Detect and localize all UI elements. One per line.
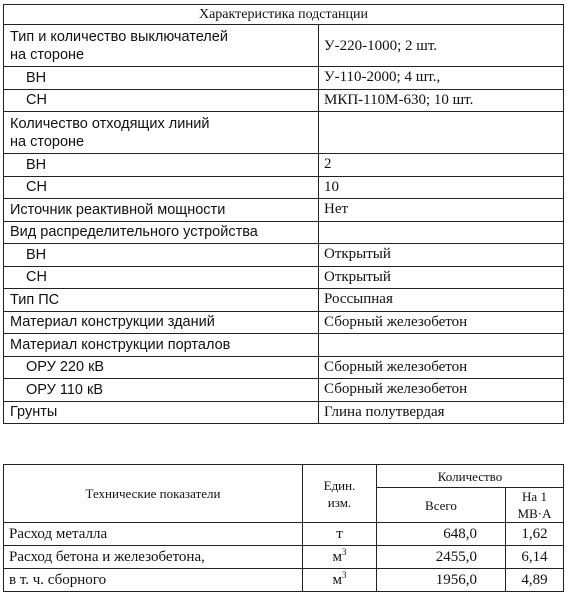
table-row [4, 154, 564, 177]
row-value: Сборный железобетон [319, 311, 564, 334]
row-value: Глина полутвердая [319, 401, 564, 424]
header-row [4, 465, 564, 488]
table-caption: Характеристика подстанции [4, 5, 564, 25]
row-value [319, 112, 564, 154]
row-value: Открытый [319, 244, 564, 267]
row-value [319, 334, 564, 357]
table-row [4, 112, 564, 154]
row-label: Количество отходящих линий на стороне [4, 112, 319, 154]
table-row [4, 176, 564, 199]
row-label: ОРУ 220 кВ [4, 356, 319, 379]
row-label: Грунты [4, 401, 319, 424]
indicator-name: Расход бетона и железобетона, [4, 546, 303, 569]
row-value: Сборный железобетон [319, 379, 564, 402]
table-row [4, 244, 564, 267]
table-row [4, 401, 564, 424]
header-quantity: Количество [377, 465, 564, 488]
row-value: 2 [319, 154, 564, 177]
table-row [4, 221, 564, 244]
row-label: Тип ПС [4, 289, 319, 312]
row-value: У-110-2000; 4 шт., [319, 67, 564, 90]
row-label: СН [4, 89, 319, 112]
row-value [319, 221, 564, 244]
per-mva-value: 4,89 [506, 569, 564, 592]
table-row [4, 289, 564, 312]
row-label: ВН [4, 67, 319, 90]
row-value: Нет [319, 199, 564, 222]
row-label: СН [4, 266, 319, 289]
row-label: Материал конструкции порталов [4, 334, 319, 357]
total-value: 648,0 [377, 523, 506, 546]
substation-characteristics-table [3, 4, 564, 424]
row-label: ОРУ 110 кВ [4, 379, 319, 402]
row-value: Россыпная [319, 289, 564, 312]
row-label: СН [4, 176, 319, 199]
row-label: ВН [4, 154, 319, 177]
unit-exponent: 3 [342, 569, 347, 580]
row-value: У-220-1000; 2 шт. [319, 25, 564, 67]
table-row [4, 67, 564, 90]
table-row [4, 199, 564, 222]
indicator-name: Расход металла [4, 523, 303, 546]
unit-cell [303, 569, 377, 592]
per-mva-value: 6,14 [506, 546, 564, 569]
indicator-name: в т. ч. сборного [4, 569, 303, 592]
header-total: Всего [377, 488, 506, 523]
table-row [4, 266, 564, 289]
table-row [4, 89, 564, 112]
table-row [4, 546, 564, 569]
table-row [4, 569, 564, 592]
table-caption-row [4, 5, 564, 25]
row-value: Открытый [319, 266, 564, 289]
row-value: МКП-110М-630; 10 шт. [319, 89, 564, 112]
technical-indicators-table [3, 464, 564, 592]
row-label: Источник реактивной мощности [4, 199, 319, 222]
row-value: 10 [319, 176, 564, 199]
row-label: ВН [4, 244, 319, 267]
row-value: Сборный железобетон [319, 356, 564, 379]
table-row [4, 379, 564, 402]
header-unit: Един. изм. [303, 465, 377, 523]
header-per-mva: На 1 МВ·А [506, 488, 564, 523]
unit-text: т [336, 525, 343, 542]
per-mva-value: 1,62 [506, 523, 564, 546]
row-label: Вид распределительного устройства [4, 221, 319, 244]
header-indicators: Технические показатели [4, 465, 303, 523]
row-label: Материал конструкции зданий [4, 311, 319, 334]
total-value: 2455,0 [377, 546, 506, 569]
table-row [4, 311, 564, 334]
table-row [4, 523, 564, 546]
table-row [4, 334, 564, 357]
table-row [4, 356, 564, 379]
unit-cell [303, 546, 377, 569]
unit-exponent: 3 [342, 546, 347, 557]
row-label: Тип и количество выключателей на стороне [4, 25, 319, 67]
total-value: 1956,0 [377, 569, 506, 592]
unit-text: м [332, 571, 342, 588]
unit-cell [303, 523, 377, 546]
table-row [4, 25, 564, 67]
unit-text: м [332, 548, 342, 565]
